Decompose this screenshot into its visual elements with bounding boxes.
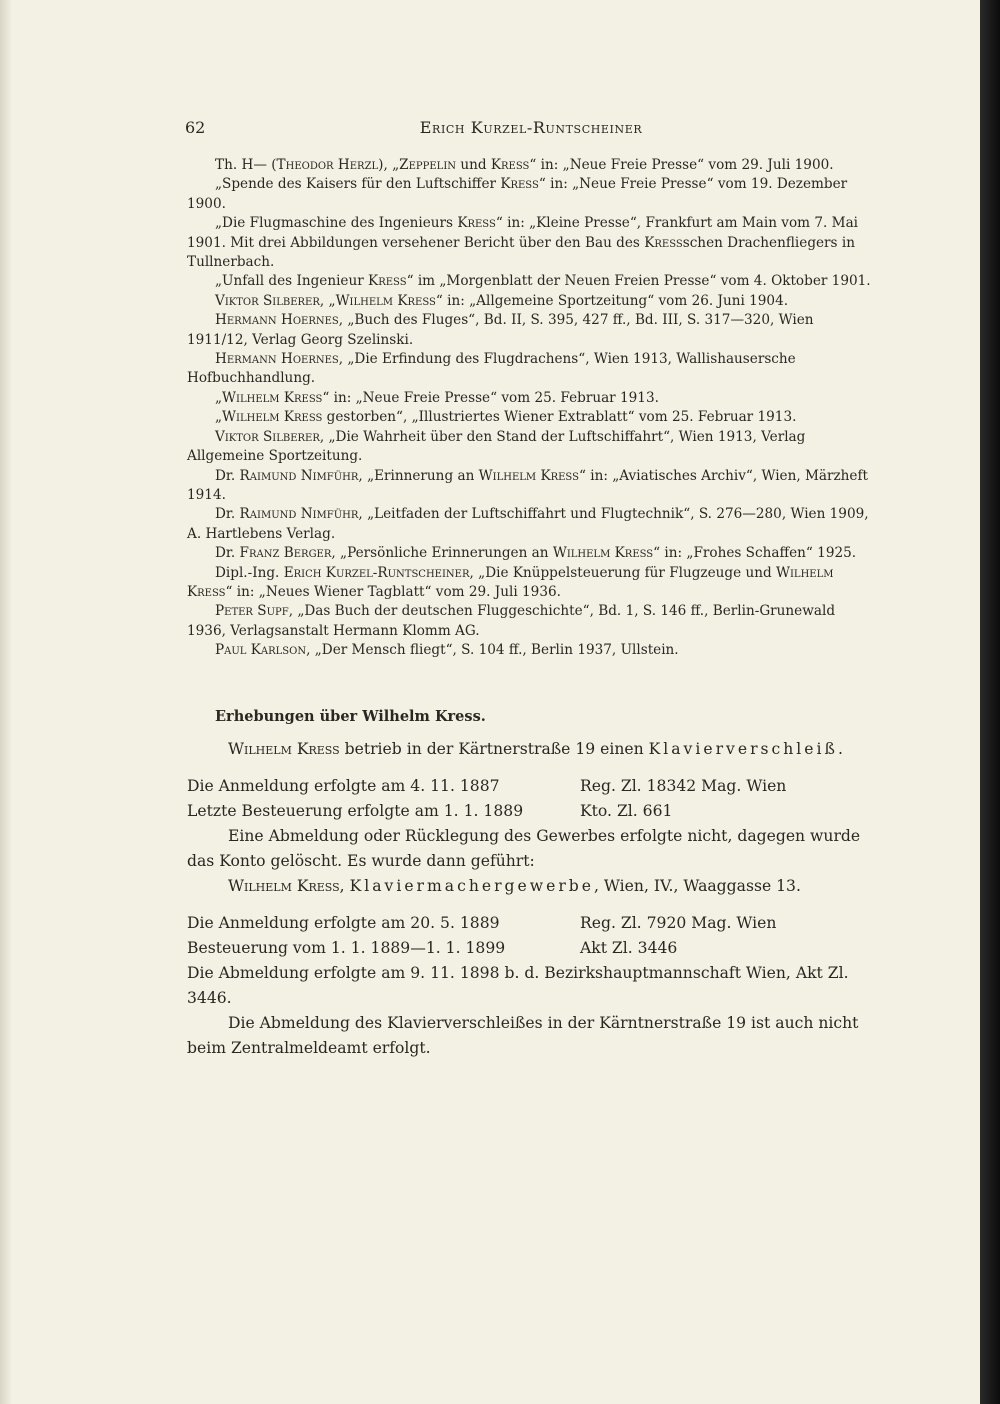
bibliography-list [187, 156, 877, 661]
record-row: Letzte Besteuerung erfolgte am 1. 1. 1889 Kto. Zl. 661 [187, 802, 673, 820]
bibliography-entry: Th. H— (Theodor Herzl), „Zeppelin und Kress“ in: „Neue Freie Presse“ vom 29. Juli 1900. [215, 157, 834, 173]
bibliography-entry: Viktor Silberer, „Die Wahrheit über den Stand der Luftschiffahrt“, Wien 1913, Verlag Allgemeine Sportzeitung. [187, 428, 806, 465]
record-row: Besteuerung vom 1. 1. 1889—1. 1. 1899 Akt Zl. 3446 [187, 939, 678, 957]
bibliography-entry: Peter Supf, „Das Buch der deutschen Fluggeschichte“, Bd. 1, S. 146 ff., Berlin-Grunewald 1936, Verlagsanstalt Hermann Klomm AG. [187, 603, 836, 639]
paragraph: Die Abmeldung des Klavierverschleißes in der Kärntnerstraße 19 ist auch nicht beim Zentralmeldeamt erfolgt. [187, 1014, 859, 1057]
bibliography-entry: Hermann Hoernes, „Buch des Fluges“, Bd. II, S. 395, 427 ff., Bd. III, S. 317—320, Wien 1911/12, Verlag Georg Szelinski. [187, 312, 814, 348]
bibliography-entry: Dipl.-Ing. Erich Kurzel-Runtscheiner, „Die Knüppelsteuerung für Flugzeuge und Wilhelm Kress“ in: „Neues Wiener Tagblatt“ vom 29. Juli 1936. [187, 564, 834, 600]
paragraph: Eine Abmeldung oder Rücklegung des Gewerbes erfolgte nicht, dagegen wurde das Konto gelöscht. Es wurde dann geführt: [187, 827, 861, 870]
bibliography-entry: Viktor Silberer, „Wilhelm Kress“ in: „Allgemeine Sportzeitung“ vom 26. Juni 1904. [215, 292, 789, 309]
bibliography-entry: „Wilhelm Kress“ in: „Neue Freie Presse“ vom 25. Februar 1913. [215, 389, 659, 406]
record-row: Die Anmeldung erfolgte am 20. 5. 1889 Reg. Zl. 7920 Mag. Wien [187, 914, 777, 932]
records-section [187, 706, 877, 1061]
bibliography-entry: „Die Flugmaschine des Ingenieurs Kress“ in: „Kleine Presse“, Frankfurt am Main vom 7. Mai 1901. Mit drei Abbildungen versehener Bericht über den Bau des Kressschen Drachenfliegers in Tullnerbach. [187, 215, 859, 271]
bibliography-entry: Dr. Franz Berger, „Persönliche Erinnerungen an Wilhelm Kress“ in: „Frohes Schaffen“ 1925. [215, 545, 857, 562]
paragraph: Wilhelm Kress betrieb in der Kärtnerstraße 19 einen Klavierverschleiß. [228, 740, 843, 758]
bibliography-entry: Hermann Hoernes, „Die Erfindung des Flugdrachens“, Wien 1913, Wallishausersche Hofbuchhandlung. [187, 351, 796, 387]
bibliography-entry: Dr. Raimund Nimführ, „Erinnerung an Wilhelm Kress“ in: „Aviatisches Archiv“, Wien, Märzheft 1914. [187, 467, 868, 503]
section-heading: Erhebungen über Wilhelm Kress. [215, 708, 486, 725]
bibliography-entry: „Unfall des Ingenieur Kress“ im „Morgenblatt der Neuen Freien Presse“ vom 4. Oktober 1901. [215, 273, 871, 290]
scan-dark-border [980, 0, 1000, 1404]
page-left-edge [0, 0, 12, 1404]
bibliography-entry: Dr. Raimund Nimführ, „Leitfaden der Luftschiffahrt und Flugtechnik“, S. 276—280, Wien 1909, A. Hartlebens Verlag. [187, 506, 869, 542]
page-number: 62 [185, 118, 206, 137]
paragraph: Die Abmeldung erfolgte am 9. 11. 1898 b. d. Bezirkshauptmannschaft Wien, Akt Zl. 3446. [187, 964, 849, 1007]
bibliography-entry: „Wilhelm Kress gestorben“, „Illustriertes Wiener Extrablatt“ vom 25. Februar 1913. [215, 409, 797, 426]
bibliography-entry: Paul Karlson, „Der Mensch fliegt“, S. 104 ff., Berlin 1937, Ullstein. [215, 642, 679, 659]
paragraph: Wilhelm Kress, Klaviermachergewerbe, Wien, IV., Waaggasse 13. [228, 877, 801, 895]
registration-record [187, 911, 877, 961]
bibliography-entry: „Spende des Kaisers für den Luftschiffer Kress“ in: „Neue Freie Presse“ vom 19. Dezember 1900. [187, 176, 848, 212]
running-title: Erich Kurzel-Runtscheiner [419, 118, 643, 137]
registration-record [187, 774, 877, 824]
record-row: Die Anmeldung erfolgte am 4. 11. 1887 Reg. Zl. 18342 Mag. Wien [187, 777, 787, 795]
